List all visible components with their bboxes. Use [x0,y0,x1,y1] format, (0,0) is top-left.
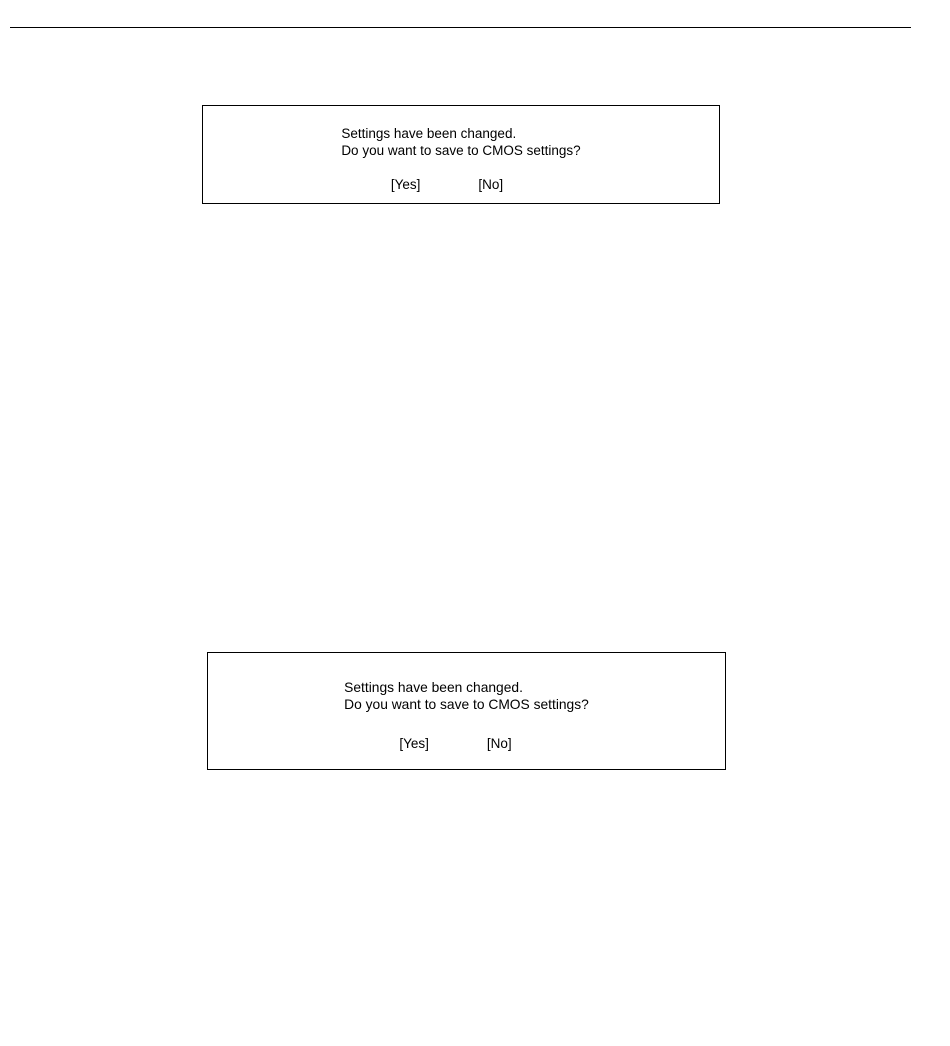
dialog-message-line-1: Settings have been changed. [341,126,517,141]
dialog-message [203,125,719,160]
dialog-message-line-1: Settings have been changed. [344,680,523,695]
yes-button[interactable]: [Yes] [399,736,429,751]
dialog-message-line-2: Do you want to save to CMOS settings? [344,697,589,712]
dialog-message [208,679,725,714]
save-settings-dialog-top [202,105,720,204]
yes-button[interactable]: [Yes] [390,177,421,192]
dialog-message-line-2: Do you want to save to CMOS settings? [341,143,581,158]
no-button[interactable]: [No] [478,177,504,192]
save-settings-dialog-bottom [207,652,726,770]
dialog-button-row [208,735,725,753]
dialog-button-row [203,176,719,194]
no-button[interactable]: [No] [486,736,512,751]
header-divider [10,27,911,28]
